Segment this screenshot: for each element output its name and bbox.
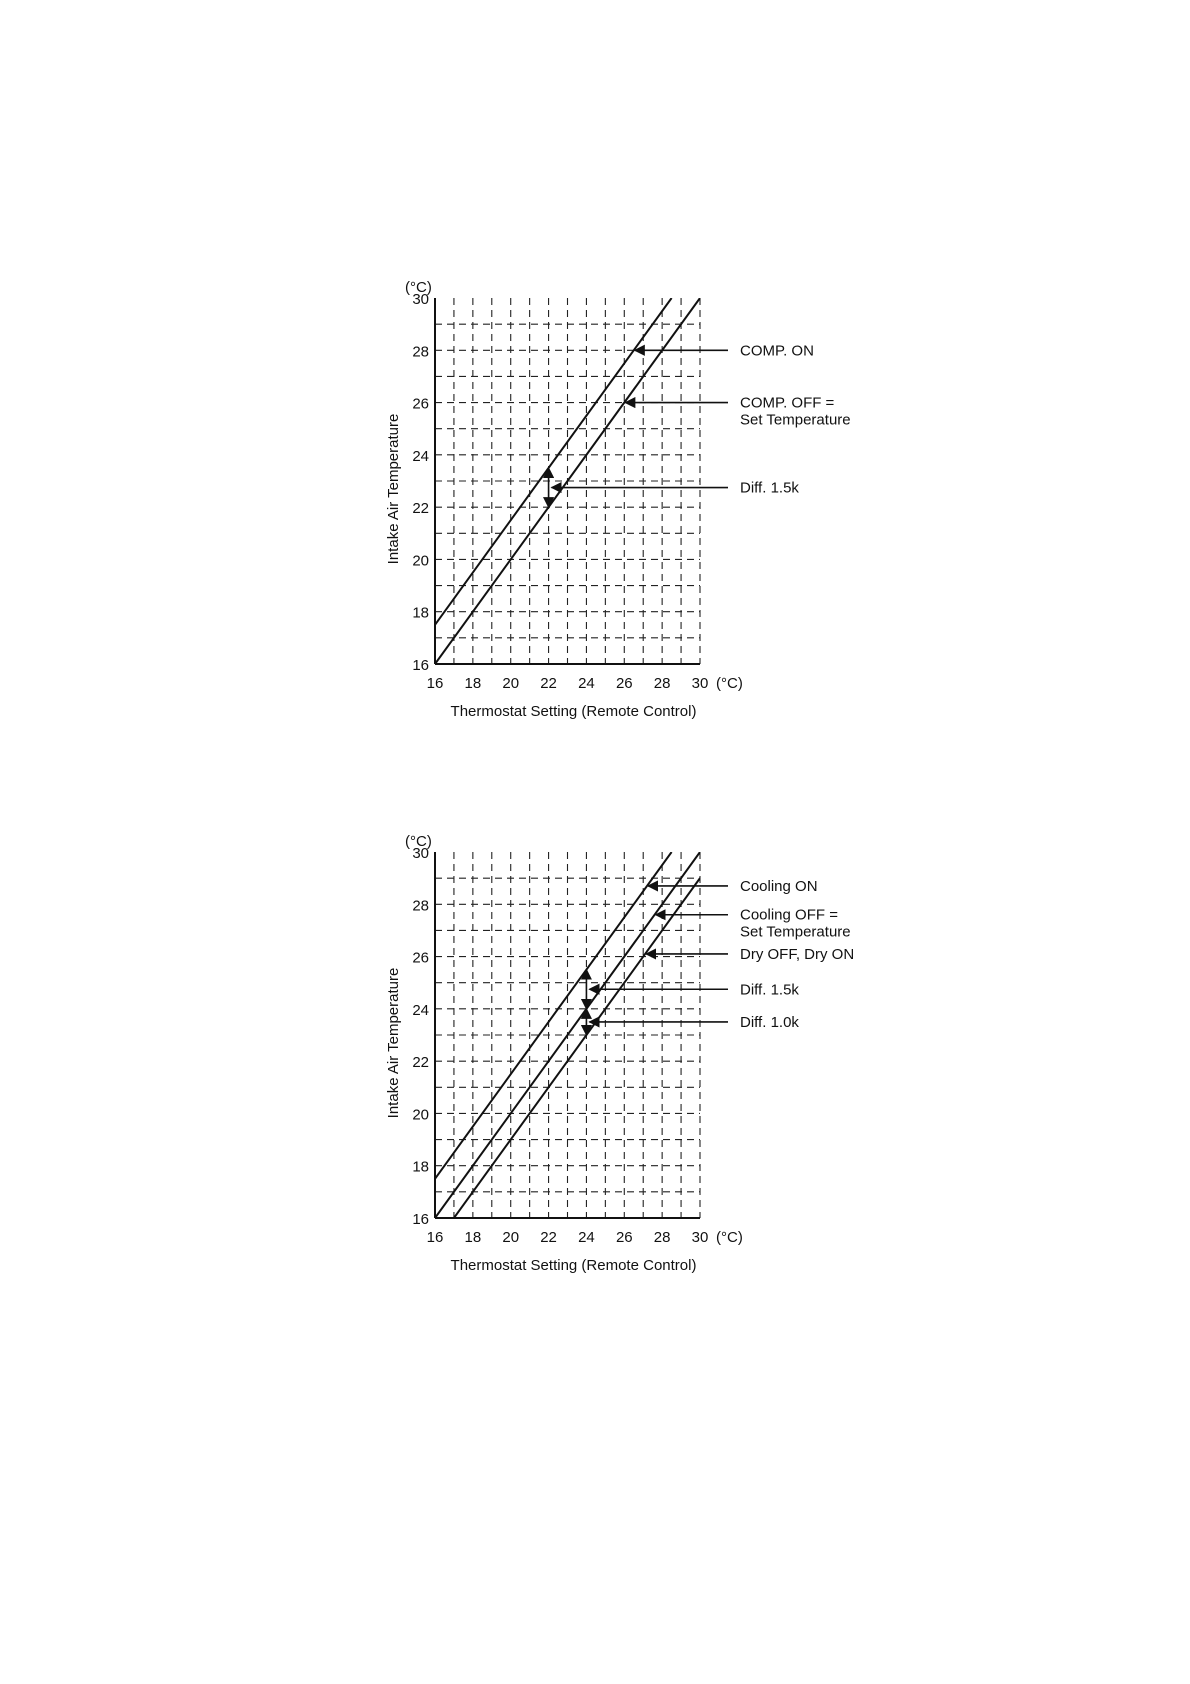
x-axis-title: Thermostat Setting (Remote Control) (450, 703, 697, 720)
y-tick-label: 16 (412, 1211, 429, 1228)
y-unit-label: (°C) (405, 833, 432, 850)
callout-label (740, 981, 799, 998)
callout-label (740, 907, 851, 941)
chart-2 (385, 833, 854, 1274)
x-tick-label: 28 (653, 675, 671, 692)
y-tick-label: 30 (412, 845, 429, 862)
y-tick-label: 20 (412, 552, 429, 570)
callout-line: Set Temperature (740, 411, 851, 429)
x-tick-label: 28 (653, 1229, 671, 1246)
y-tick-label: 24 (412, 447, 429, 465)
callout-label (740, 395, 851, 429)
y-tick-label: 20 (412, 1106, 429, 1124)
callout-line: Dry OFF, Dry ON (740, 945, 855, 963)
y-tick-label: 26 (412, 395, 429, 413)
x-tick-label: 24 (578, 675, 595, 692)
y-tick-label: 22 (412, 1054, 429, 1072)
x-tick-label: 30 (691, 1229, 709, 1246)
callout-line: Diff. 1.5k (740, 479, 799, 497)
y-tick-label: 18 (412, 604, 429, 622)
callout-label (740, 878, 818, 895)
x-tick-label: 16 (426, 1229, 444, 1246)
callout-label (740, 1014, 799, 1031)
callout-label (740, 342, 814, 359)
x-axis-title: Thermostat Setting (Remote Control) (450, 1257, 697, 1274)
callout-line: COMP. OFF = (740, 394, 835, 412)
y-tick-label: 28 (412, 343, 429, 361)
y-tick-label: 18 (412, 1158, 429, 1176)
x-tick-label: 20 (502, 1229, 520, 1246)
y-tick-label: 16 (412, 657, 429, 674)
x-tick-label: 24 (578, 1229, 595, 1246)
x-tick-label: 18 (464, 1229, 482, 1246)
callout-line: Cooling OFF = (740, 906, 838, 924)
callout-label (740, 480, 799, 497)
x-tick-label: 22 (540, 675, 557, 692)
x-tick-label: 20 (502, 675, 520, 692)
y-tick-label: 28 (412, 897, 429, 915)
callout-label (740, 946, 854, 963)
y-axis-title: Intake Air Temperature (385, 413, 402, 565)
y-unit-label: (°C) (405, 279, 432, 296)
x-tick-label: 26 (615, 675, 633, 692)
x-tick-label: 30 (691, 675, 709, 692)
chart-1 (385, 279, 851, 720)
y-axis-title: Intake Air Temperature (385, 967, 402, 1119)
series-line-1 (435, 852, 672, 1179)
callout-line: Diff. 1.5k (740, 981, 799, 999)
callout-line: Cooling ON (740, 877, 818, 895)
x-unit-label: (°C) (716, 1229, 743, 1246)
x-tick-label: 22 (540, 1229, 557, 1246)
x-tick-label: 26 (615, 1229, 633, 1246)
callout-line: COMP. ON (740, 342, 814, 360)
callout-line: Set Temperature (740, 923, 851, 941)
y-tick-label: 24 (412, 1001, 429, 1019)
x-unit-label: (°C) (716, 675, 743, 692)
x-tick-label: 16 (426, 675, 444, 692)
y-tick-label: 26 (412, 949, 429, 967)
y-tick-label: 30 (412, 291, 429, 308)
series-line-1 (435, 298, 672, 625)
callout-line: Diff. 1.0k (740, 1013, 799, 1031)
x-tick-label: 18 (464, 675, 482, 692)
y-tick-label: 22 (412, 500, 429, 518)
